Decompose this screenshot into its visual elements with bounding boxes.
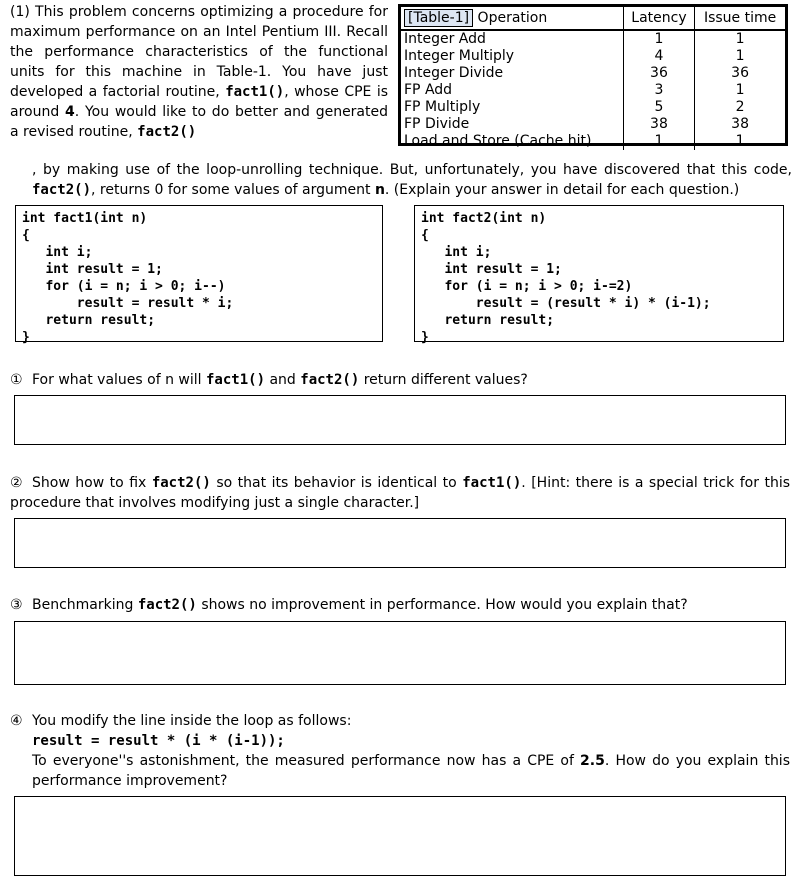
question-3: ③ Benchmarking fact2() shows no improvement in performance. How would you explain that? xyxy=(10,597,688,613)
problem-number: (1) xyxy=(10,4,30,20)
table-row: FP Divide 38 38 xyxy=(401,116,785,133)
question-2-number: ② xyxy=(10,475,23,491)
table-header-latency: Latency xyxy=(623,7,694,30)
table-row: Integer Multiply 4 1 xyxy=(401,48,785,65)
modified-line-code: result = result * (i * (i-1)); xyxy=(32,733,285,749)
table-row: FP Add 3 1 xyxy=(401,82,785,99)
table-row: Load and Store (Cache hit) 1 1 xyxy=(401,133,785,150)
question-2: ② Show how to fix fact2() so that its behavior is identical to fact1(). [Hint: there is a special trick for this procedure that involves modifying just a single character.] xyxy=(10,475,790,511)
fact2-ref-2: fact2() xyxy=(32,182,92,198)
intro-text-1: This problem concerns optimizing a procedure for maximum performance on an Intel Pentium III. Recall the performance characteristics of the functional units for this machine in Table-1. xyxy=(10,4,389,80)
performance-table xyxy=(398,4,788,149)
table-row: FP Multiply 5 2 xyxy=(401,99,785,116)
table-header-issue: Issue time xyxy=(695,7,785,30)
intro-text-2a: You have just developed a factorial routine, xyxy=(10,64,388,100)
table-row: Integer Divide 36 36 xyxy=(401,65,785,82)
answer-box-4[interactable] xyxy=(14,796,786,876)
answer-box-3[interactable] xyxy=(14,621,786,685)
fact2-code: int fact2(int n) { int i; int result = 1; for (i = n; i > 0; i-=2) result = (result * i) * (i-1); return result; } xyxy=(414,205,784,342)
fact1-code: int fact1(int n) { int i; int result = 1; for (i = n; i > 0; i--) result = result * i; return result; } xyxy=(15,205,383,342)
intro-text-2c: . You would like to do better and generated a revised routine, xyxy=(10,104,389,140)
new-cpe-value: 2.5 xyxy=(580,753,605,769)
question-1-number: ① xyxy=(10,372,23,388)
answer-box-1[interactable] xyxy=(14,395,786,445)
question-1: ① For what values of n will fact1() and fact2() return different values? xyxy=(10,372,528,388)
arg-n: n xyxy=(374,182,385,198)
table-tag: [Table-1] xyxy=(404,9,473,27)
question-3-number: ③ xyxy=(10,597,23,613)
table-header-operation: [Table-1] Operation xyxy=(401,7,623,30)
answer-box-2[interactable] xyxy=(14,518,786,568)
fact2-ref: fact2() xyxy=(137,124,197,140)
intro-text-2b: , whose CPE is around xyxy=(10,84,389,120)
intro-text-2e: , returns 0 for some values of argument xyxy=(91,182,371,198)
intro-text-2f: . (Explain your answer in detail for each question.) xyxy=(384,182,740,198)
cpe-value: 4 xyxy=(65,104,75,120)
intro-text-2d: , by making use of the loop-unrolling technique. But, unfortunately, you have discovered that this code, xyxy=(32,162,792,178)
table-row: Integer Add 1 1 xyxy=(401,30,785,48)
question-4-number: ④ xyxy=(10,713,23,729)
fact1-ref: fact1() xyxy=(225,84,285,100)
intro-continuation xyxy=(32,160,792,200)
question-4: ④ You modify the line inside the loop as follows: result = result * (i * (i-1)); To everyone''s astonishment, the measured performance now has a CPE of 2.5. How do you explain this performance improvement? xyxy=(10,713,790,789)
